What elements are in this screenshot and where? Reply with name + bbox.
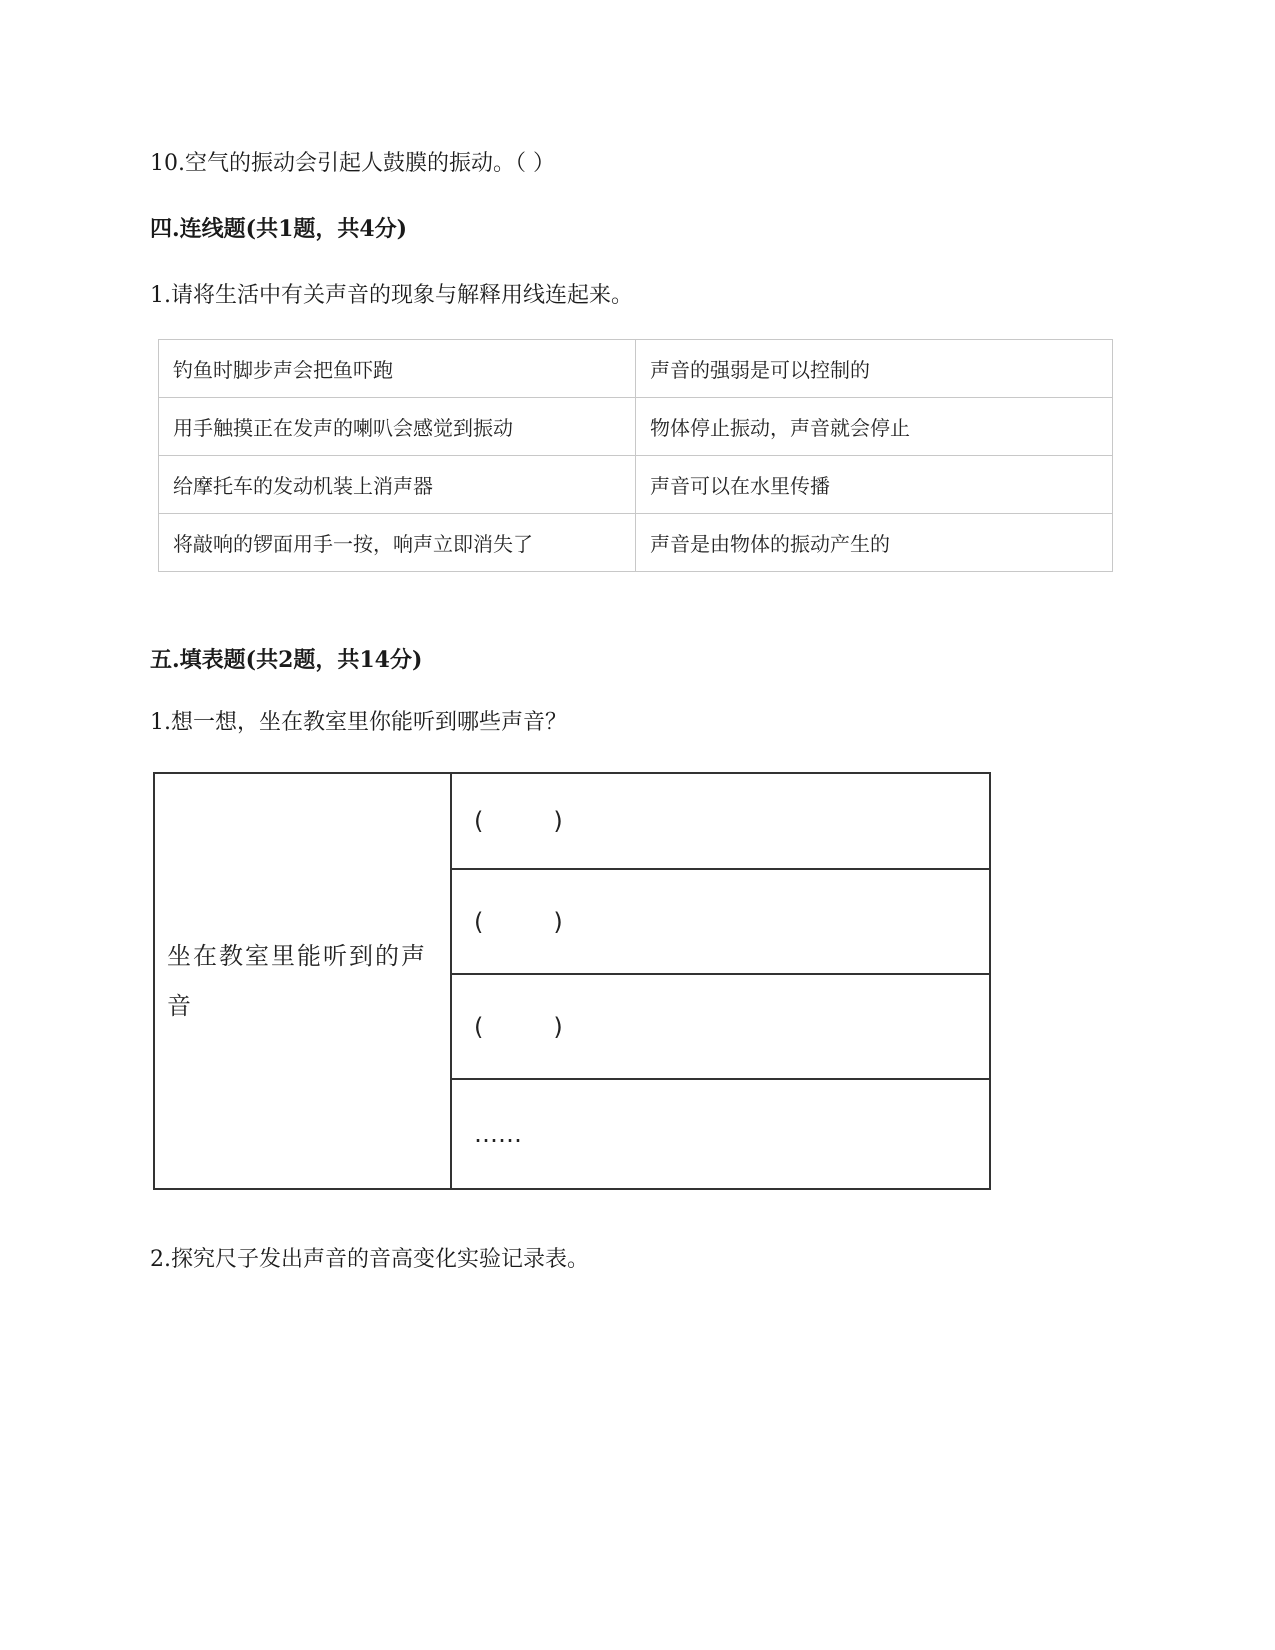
phenomenon-cell: 钓鱼时脚步声会把鱼吓跑 <box>159 340 636 398</box>
explanation-cell: 声音的强弱是可以控制的 <box>636 340 1113 398</box>
answer-blank: ( ) <box>474 1012 563 1041</box>
phenomenon-cell: 将敲响的锣面用手一按，响声立即消失了 <box>159 514 636 572</box>
explanation-cell: 声音可以在水里传播 <box>636 456 1113 514</box>
classroom-sounds-table <box>153 772 991 1190</box>
ellipsis-cell: …… <box>451 1079 990 1189</box>
answer-blank: ( ) <box>474 807 563 835</box>
classroom-sounds-label: 坐在教室里能听到的声音 <box>154 773 451 1189</box>
answer-blank: ( ) <box>474 907 563 936</box>
explanation-cell: 声音是由物体的振动产生的 <box>636 514 1113 572</box>
table-row <box>154 773 990 869</box>
matching-table <box>158 339 1113 572</box>
section-5-question-2: 2.探究尺子发出声音的音高变化实验记录表。 <box>150 1247 589 1272</box>
section-4-question-1: 1.请将生活中有关声音的现象与解释用线连起来。 <box>150 283 633 308</box>
table-row <box>159 340 1113 398</box>
section-5-heading: 五.填表题(共2题，共14分) <box>150 647 423 673</box>
answer-cell[interactable] <box>451 869 990 974</box>
answer-cell[interactable] <box>451 773 990 869</box>
phenomenon-cell: 给摩托车的发动机装上消声器 <box>159 456 636 514</box>
answer-cell[interactable] <box>451 974 990 1079</box>
section-4-heading: 四.连线题(共1题，共4分) <box>150 216 408 242</box>
phenomenon-cell: 用手触摸正在发声的喇叭会感觉到振动 <box>159 398 636 456</box>
question-10: 10.空气的振动会引起人鼓膜的振动。（ ） <box>150 151 555 176</box>
table-row <box>159 514 1113 572</box>
table-row <box>159 456 1113 514</box>
table-row <box>159 398 1113 456</box>
explanation-cell: 物体停止振动，声音就会停止 <box>636 398 1113 456</box>
section-5-question-1: 1.想一想，坐在教室里你能听到哪些声音？ <box>150 710 567 735</box>
